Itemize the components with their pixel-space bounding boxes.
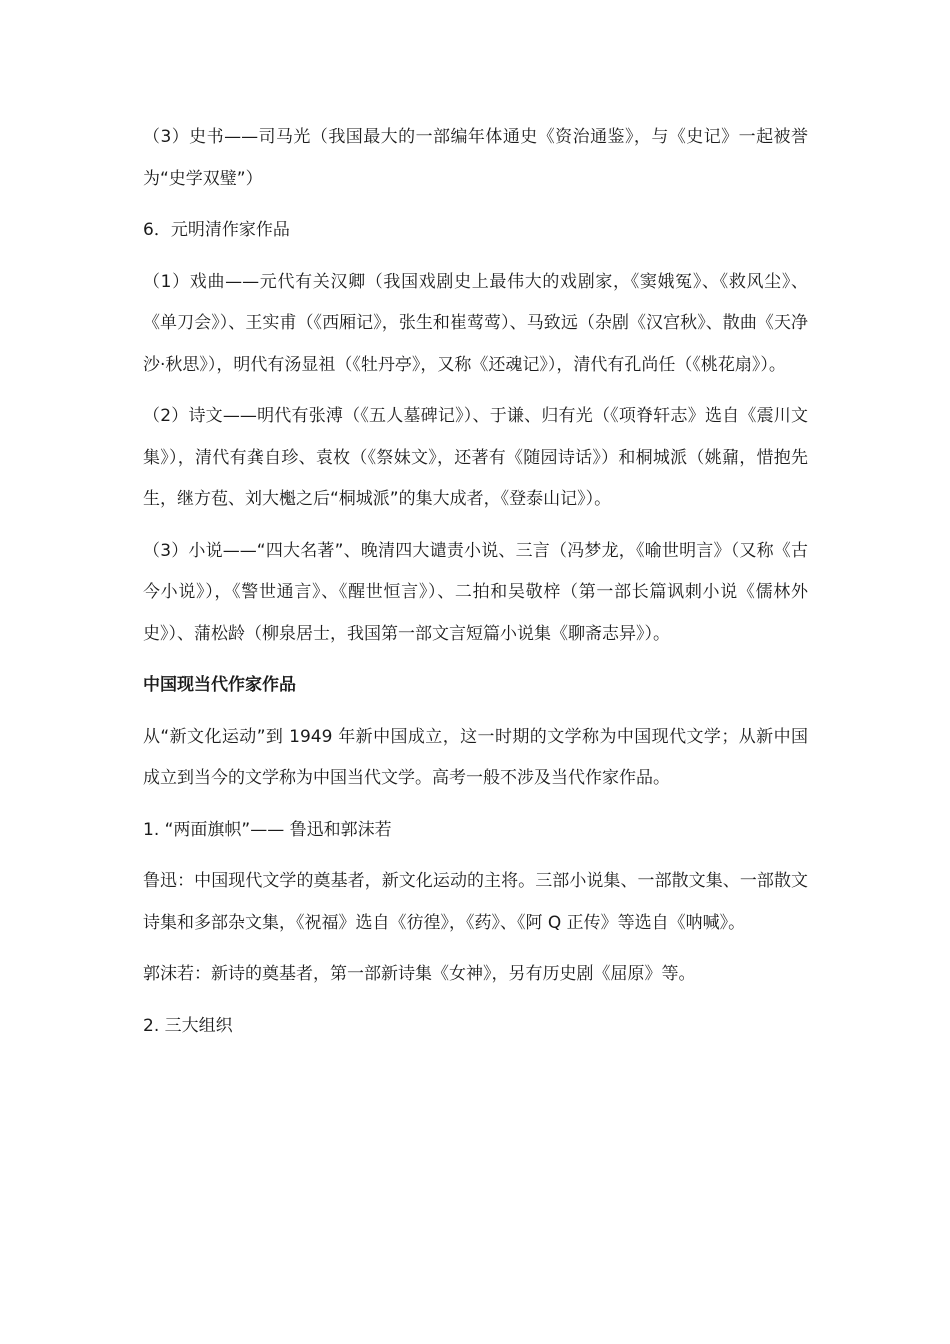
document-body (143, 117, 808, 1057)
subheading-two-banners: 1. “两面旗帜”—— 鲁迅和郭沫若 (143, 819, 392, 840)
paragraph-poetry-prose: （2）诗文——明代有张溥（《五人墓碑记》）、于谦、归有光（《项脊轩志》选自《震川文集》），清代有龚自珍、袁枚（《祭妹文》，还著有《随园诗话》）和桐城派（姚鼐，惜抱先生，继方苞、刘大櫆之后“桐城派”的集大成者，《登泰山记》）。 (143, 406, 808, 509)
paragraph-novels: （3）小说——“四大名著”、晚清四大谴责小说、三言（冯梦龙，《喻世明言》（又称《古今小说》），《警世通言》、《醒世恒言》）、二拍和吴敬梓（第一部长篇讽刺小说《儒林外史》）、蒲松龄（柳泉居士，我国第一部文言短篇小说集《聊斋志异》）。 (143, 540, 808, 644)
paragraph-history-books: （3）史书——司马光（我国最大的一部编年体通史《资治通鉴》，与《史记》一起被誉为“史学双璧”） (143, 127, 808, 189)
section-heading-modern-contemporary: 中国现当代作家作品 (143, 675, 296, 695)
subheading-three-organizations: 2. 三大组织 (143, 1015, 233, 1036)
section-heading-yuan-ming-qing: 6．元明清作家作品 (143, 220, 290, 240)
paragraph-guo-moruo: 郭沫若：新诗的奠基者，第一部新诗集《女神》，另有历史剧《屈原》等。 (143, 964, 696, 984)
paragraph-modern-literature-intro: 从“新文化运动”到 1949 年新中国成立，这一时期的文学称为中国现代文学；从新中国成立到当今的文学称为中国当代文学。高考一般不涉及当代作家作品。 (143, 726, 808, 788)
paragraph-lu-xun: 鲁迅：中国现代文学的奠基者，新文化运动的主将。三部小说集、一部散文集、一部散文诗集和多部杂文集，《祝福》选自《彷徨》，《药》、《阿 Q 正传》等选自《呐喊》。 (143, 871, 808, 933)
paragraph-drama: （1）戏曲——元代有关汉卿（我国戏剧史上最伟大的戏剧家，《窦娥冤》、《救风尘》、《单刀会》）、王实甫（《西厢记》，张生和崔莺莺）、马致远（杂剧《汉宫秋》、散曲《天净沙·秋思》），明代有汤显祖（《牡丹亭》，又称《还魂记》），清代有孔尚任（《桃花扇》）。 (143, 271, 808, 375)
